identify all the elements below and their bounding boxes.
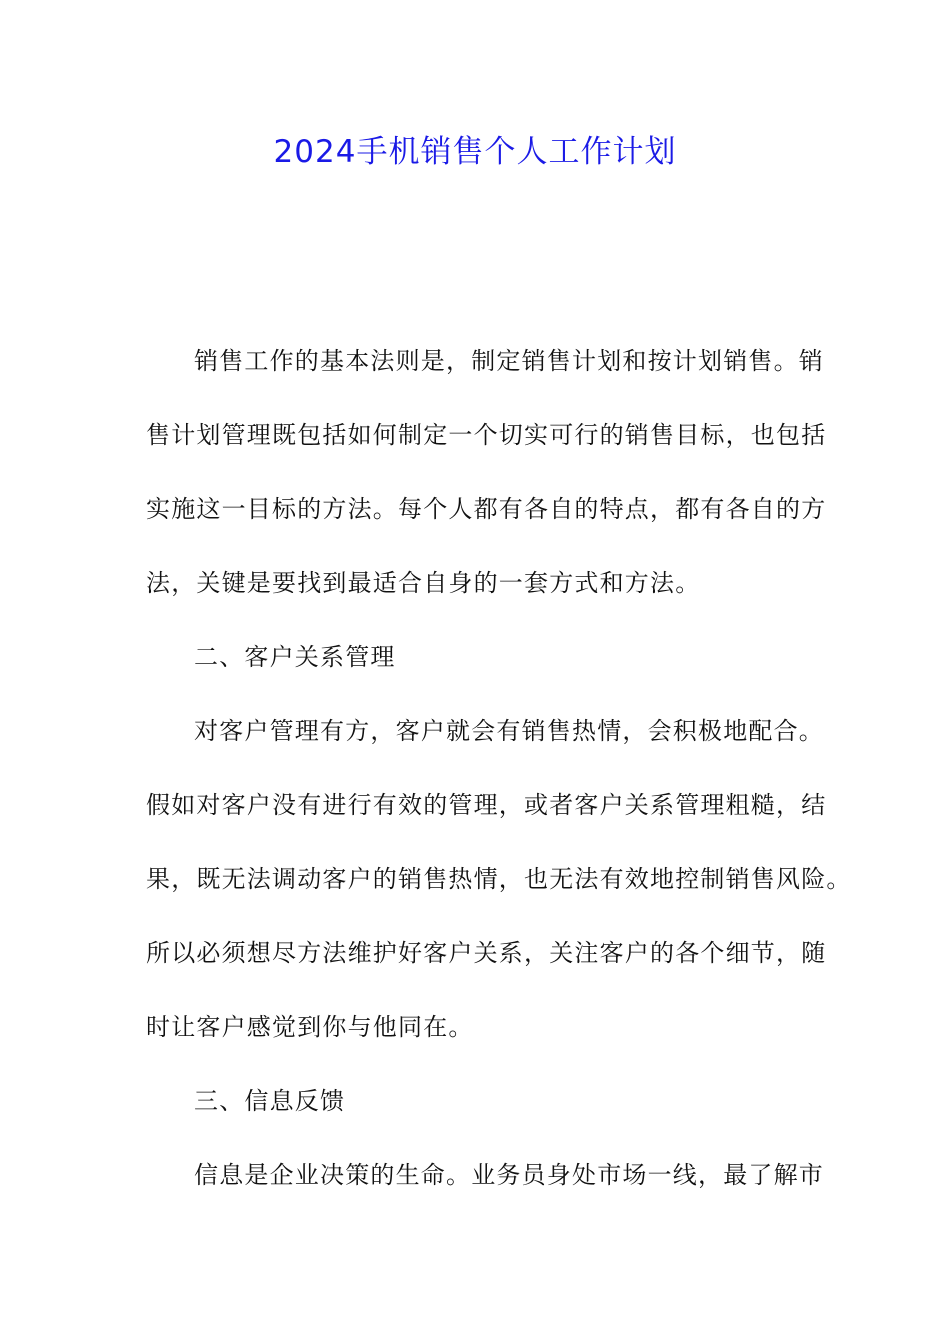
paragraph-1-line-3: 实施这一目标的方法。每个人都有各自的特点，都有各自的方	[146, 495, 827, 523]
paragraph-1-line-1: 销售工作的基本法则是，制定销售计划和按计划销售。销	[194, 347, 824, 375]
section-heading-information-feedback: 三、信息反馈	[194, 1087, 346, 1115]
document-title: 2024手机销售个人工作计划	[273, 134, 677, 170]
paragraph-1-line-2: 售计划管理既包括如何制定一个切实可行的销售目标，也包括	[146, 421, 827, 449]
paragraph-2-line-2: 假如对客户没有进行有效的管理，或者客户关系管理粗糙，结	[146, 791, 827, 819]
section-heading-customer-relations: 二、客户关系管理	[194, 643, 396, 671]
paragraph-3-line-1: 信息是企业决策的生命。业务员身处市场一线，最了解市	[194, 1161, 824, 1189]
paragraph-1-line-4: 法，关键是要找到最适合自身的一套方式和方法。	[146, 569, 701, 597]
paragraph-2-line-3: 果，既无法调动客户的销售热情，也无法有效地控制销售风险。	[146, 865, 852, 893]
paragraph-2-line-1: 对客户管理有方，客户就会有销售热情，会积极地配合。	[194, 717, 824, 745]
paragraph-2-line-4: 所以必须想尽方法维护好客户关系，关注客户的各个细节，随	[146, 939, 827, 967]
paragraph-2-line-5: 时让客户感觉到你与他同在。	[146, 1013, 474, 1041]
